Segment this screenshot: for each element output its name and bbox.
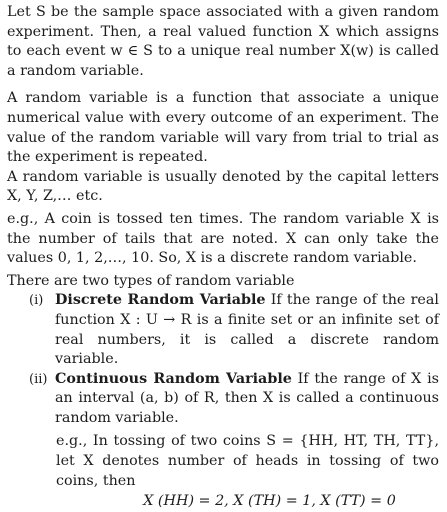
term-continuous: Continuous Random Variable bbox=[55, 370, 292, 387]
paragraph-definition: Let S be the sample space associated with a given random experiment. Then, a real valued function X which assigns to each event w ∈ S to a unique real number X(w) is called a random variable. bbox=[7, 4, 439, 79]
list-item-discrete bbox=[7, 291, 439, 369]
list-item-body bbox=[55, 370, 439, 429]
term-discrete-definition: If the range of the real function X : U → R is a finite set or an infinite set of real numbers, it is called a discrete random variable. bbox=[55, 292, 439, 368]
paragraph-notation: A random variable is usually denoted by the capital letters X, Y, Z,… etc. bbox=[7, 168, 439, 205]
list-item-body bbox=[55, 291, 439, 369]
example-two-coins-text: e.g., In tossing of two coins S = {HH, HT, TH, TT}, let X denotes number of heads in tossing of two coins, then bbox=[56, 433, 439, 489]
term-continuous-definition: If the range of X is an interval (a, b) of R, then X is called a continuous random variable. bbox=[55, 370, 439, 426]
document-page bbox=[7, 3, 439, 512]
paragraph-explanation: A random variable is a function that associate a unique numerical value with every outcome of an experiment. The value of the random variable will vary from trial to trial as the experiment is repeated. bbox=[7, 90, 439, 166]
paragraph-types-intro: There are two types of random variable bbox=[7, 272, 295, 289]
types-list bbox=[7, 291, 439, 428]
example-equation: X (HH) = 2, X (TH) = 1, X (TT) = 0 bbox=[143, 493, 396, 510]
paragraph-example-coin: e.g., A coin is tossed ten times. The random variable X is the number of tails that are noted. X can only take the values 0, 1, 2,…, 10. So, X is a discrete random variable. bbox=[7, 210, 439, 267]
list-item-continuous bbox=[7, 370, 439, 429]
list-number: (i) bbox=[29, 293, 44, 309]
list-number: (ii) bbox=[29, 371, 48, 387]
term-discrete: Discrete Random Variable bbox=[55, 292, 266, 309]
